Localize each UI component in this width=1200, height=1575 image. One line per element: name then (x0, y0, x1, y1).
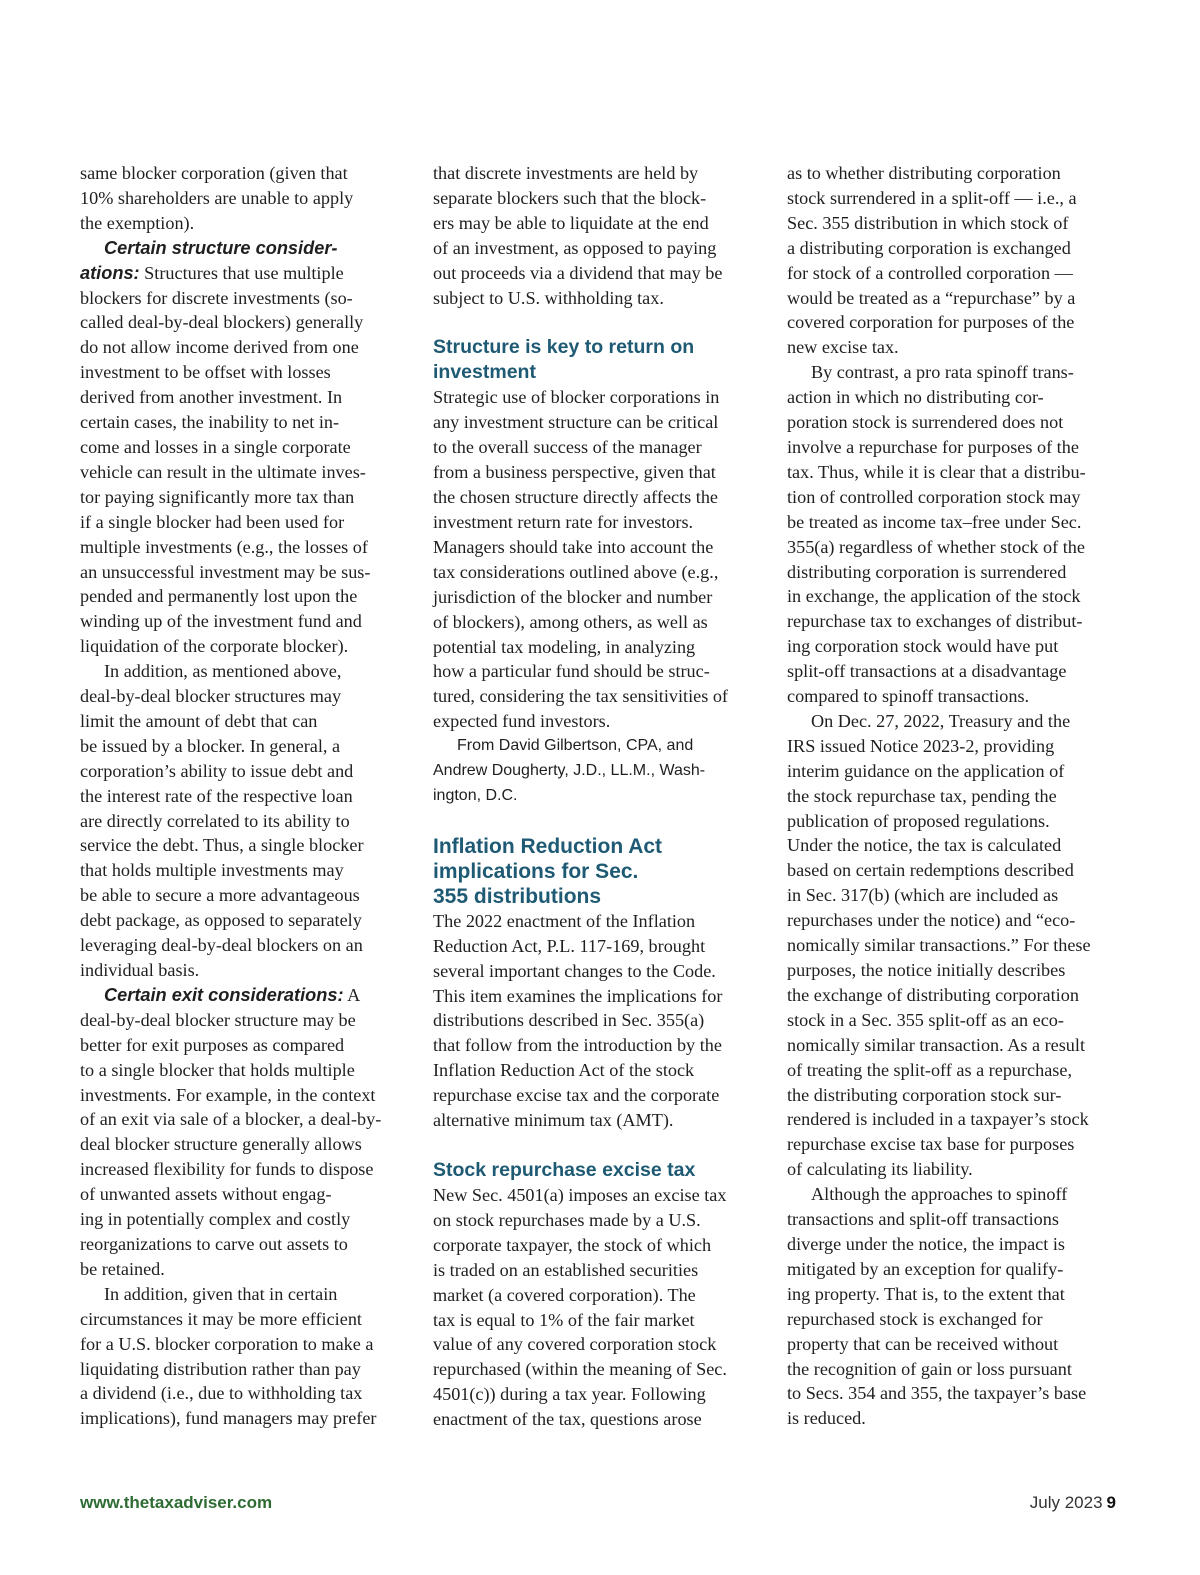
paragraph: On Dec. 27, 2022, Treasury and the IRS issued Notice 2023-2, providing interim guidance on the application of the stock repurchase tax, pending the publication of proposed regulations. Under the notice, the tax is calculated based on certain redemptions described in Sec. 317(b) (which are included as repurchases under the notice) and “eco- nomically similar transactions.” For these purposes, the notice initially describes the exchange of distributing corporation stock in a Sec. 355 split-off as an eco- nomically similar transaction. As a result of treating the split-off as a repurchase, the distributing corporation stock sur- rendered is included in a taxpayer’s stock repurchase excise tax base for purposes of calculating its liability. (787, 710, 1091, 1180)
paragraph-exit-considerations: Certain exit considerations: A deal-by-deal blocker structure may be better for exit purposes as compared to a single blocker that holds multiple investments. For example, in the context of an exit via sale of a blocker, a deal-by- deal blocker structure generally allows increased flexibility for funds to dispose of unwanted assets without engag- ing in potentially complex and costly reorganizations to carve out assets to be retained. (80, 984, 382, 1279)
footer-website-link[interactable]: www.thetaxadviser.com (80, 1493, 273, 1512)
footer-issue-info (1030, 1493, 1116, 1513)
article-column-1 (80, 161, 410, 1431)
section-heading-inflation-reduction-act: Inflation Reduction Act implications for Sec. 355 distributions (433, 834, 663, 908)
paragraph: In addition, as mentioned above, deal-by-deal blocker structures may limit the amount of debt that can be issued by a blocker. In general, a corporation’s ability to issue debt and the interest rate of the respective loan are directly correlated to its ability to service the debt. Thus, a single blocker that holds multiple investments may be able to secure a more advantageous debt package, as opposed to separately leveraging deal-by-deal blockers on an individual basis. (80, 661, 364, 980)
paragraph: as to whether distributing corporation stock surrendered in a split-off — i.e., a Sec. 355 distribution in which stock of a distributing corporation is exchanged for stock of a controlled corporation — would be treated as a “repurchase” by a covered corporation for purposes of the new excise tax. (787, 163, 1077, 358)
paragraph: In addition, given that in certain circumstances it may be more efficient for a U.S. blocker corporation to make a liquidating distribution rather than pay a dividend (i.e., due to withholding tax implications), fund managers may prefer (80, 1283, 377, 1429)
run-in-heading: Certain exit considerations: (104, 984, 344, 1005)
section-heading-structure: Structure is key to return on investment (433, 336, 695, 384)
article-column-2 (433, 161, 763, 1432)
paragraph: The 2022 enactment of the Inflation Reduction Act, P.L. 117-169, brought several important changes to the Code. This item examines the implications for distributions described in Sec. 355(a) that follow from the introduction by the Inflation Reduction Act of the stock repurchase excise tax and the corporate alternative minimum tax (AMT). (433, 910, 723, 1131)
paragraph: that discrete investments are held by separate blockers such that the block- ers may be able to liquidate at the end of an investment, as opposed to paying out proceeds via a dividend that may be subject to U.S. withholding tax. (433, 163, 723, 308)
author-byline: From David Gilbertson, CPA, and Andrew Dougherty, J.D., LL.M., Wash- ington, D.C. (433, 737, 706, 804)
section-heading-stock-repurchase: Stock repurchase excise tax (433, 1159, 696, 1181)
paragraph: Strategic use of blocker corporations in any investment structure can be critical to the overall success of the manager from a business perspective, given that the chosen structure directly affects the investment return rate for investors. Managers should take into account the tax considerations outlined above (e.g., jurisdiction of the blocker and number of blockers), among others, as well as potential tax modeling, in analyzing how a particular fund should be struc- tured, considering the tax sensitivities of expected fund investors. (433, 387, 728, 732)
paragraph: same blocker corporation (given that 10% shareholders are unable to apply the exemption). (80, 163, 354, 233)
paragraph: Although the approaches to spinoff transactions and split-off transactions diverge under the notice, the impact is mitigated by an exception for qualify- ing property. That is, to the extent that repurchased stock is exchanged for property that can be received without the recognition of gain or loss pursuant to Secs. 354 and 355, the taxpayer’s base is reduced. (787, 1184, 1087, 1429)
run-in-heading: Certain structure consider- (104, 237, 338, 258)
paragraph-structure-considerations: Certain structure consider- ations: Structures that use multiple blockers for discrete investments (so- called deal-by-deal blockers) generally do not allow income derived from one investment to be offset with losses derived from another investment. In certain cases, the inability to net in- come and losses in a single corporate vehicle can result in the ultimate inves- tor paying significantly more tax than if a single blocker had been used for multiple investments (e.g., the losses of an unsuccessful investment may be sus- pended and permanently lost upon the winding up of the investment fund and liquidation of the corporate blocker). (80, 237, 371, 657)
issue-date: July 2023 (1029, 1493, 1103, 1512)
paragraph: New Sec. 4501(a) imposes an excise tax on stock repurchases made by a U.S. corporate taxpayer, the stock of which is traded on an established securities market (a covered corporation). The tax is equal to 1% of the fair market value of any covered corporation stock repurchased (within the meaning of Sec. 4501(c)) during a tax year. Following enactment of the tax, questions arose (433, 1185, 727, 1430)
run-in-heading: ations: (80, 262, 140, 283)
article-column-3 (787, 161, 1117, 1431)
paragraph: By contrast, a pro rata spinoff trans- action in which no distributing cor- poration stock is surrendered does not involve a repurchase for purposes of the tax. Thus, while it is clear that a distribu- tion of controlled corporation stock may be treated as income tax–free under Sec. 355(a) regardless of whether stock of the distributing corporation is surrendered in exchange, the application of the stock repurchase tax to exchanges of distribut- ing corporation stock would have put split-off transactions at a disadvantage compared to spinoff transactions. (787, 362, 1086, 707)
page-number: 9 (1106, 1493, 1116, 1512)
